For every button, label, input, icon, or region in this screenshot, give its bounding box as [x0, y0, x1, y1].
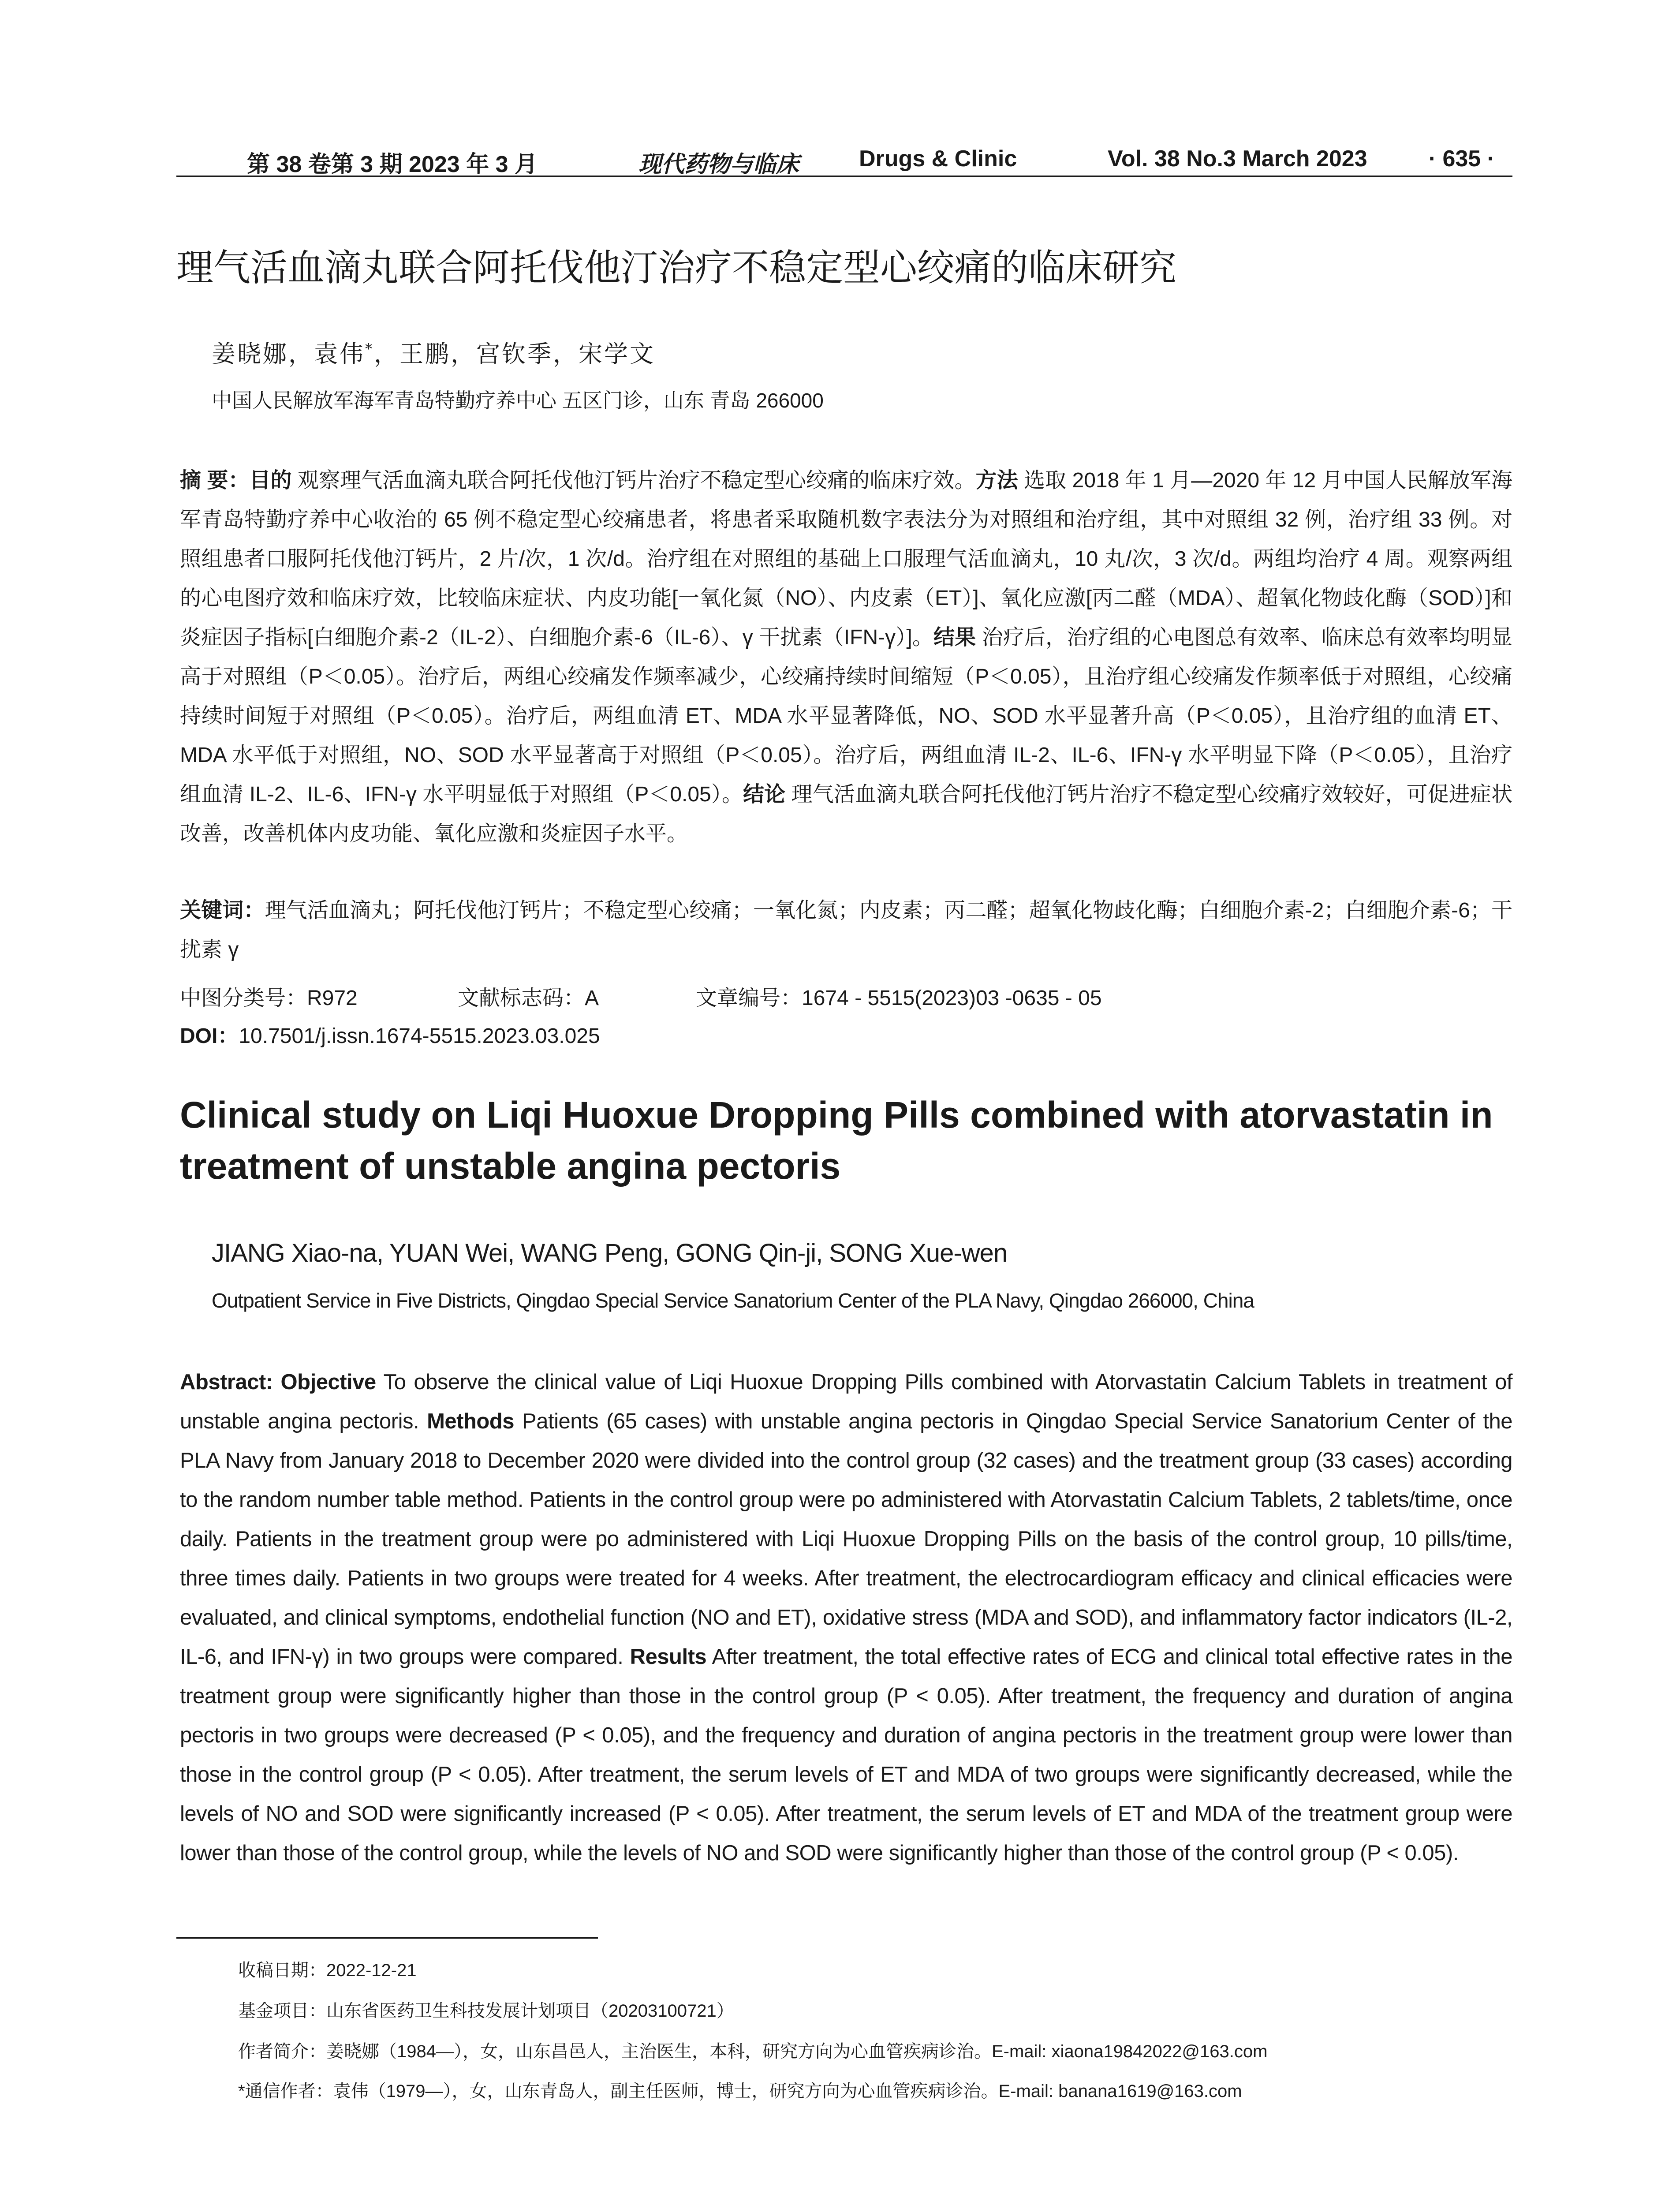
cn-title: 理气活血滴丸联合阿托伐他汀治疗不稳定型心绞痛的临床研究	[176, 247, 1177, 288]
header-volume-cn: 第 38 卷第 3 期 2023 年 3 月	[247, 152, 538, 177]
running-header	[176, 140, 1512, 177]
footnote-corresponding: *通信作者：袁伟（1979—），女，山东青岛人，副主任医师，博士，研究方向为心血管疾病诊治。E-mail: banana1619@163.com	[238, 2082, 1242, 2101]
cn-keywords	[180, 891, 1512, 969]
cn-authors-part2: ，王鹏，宫钦季，宋学文	[374, 340, 655, 368]
cn-objective-text: 观察理气活血滴丸联合阿托伐他汀钙片治疗不稳定型心绞痛的临床疗效。	[291, 469, 976, 492]
cn-abstract	[180, 461, 1512, 853]
cn-authors	[212, 335, 655, 369]
cn-abstract-label: 摘 要：	[180, 469, 250, 492]
en-objective-text: To observe the clinical value of Liqi Huoxue Dropping Pills combined with Atorvastatin Calcium Tablets in treatment of unstable angina pectoris.	[180, 1370, 1512, 1433]
en-title: Clinical study on Liqi Huoxue Dropping Pills combined with atorvastatin in treatment of unstable angina pectoris	[180, 1094, 1493, 1187]
header-page-number: · 635 ·	[1428, 146, 1495, 172]
footnote-author-bio: 作者简介：姜晓娜（1984—），女，山东昌邑人，主治医生，本科，研究方向为心血管疾病诊治。E-mail: xiaona19842022@163.com	[238, 2042, 1268, 2061]
doi-line	[180, 1019, 600, 1049]
en-results-text: After treatment, the total effective rates of ECG and clinical total effective rates in the treatment group were significantly higher than those in the control group (P < 0.05). After treatment, the frequency and duration of angina pectoris in two groups were decreased (P < 0.05), and the frequency and duration of angina pectoris in the treatment group were lower than those in the control group (P < 0.05). After treatment, the serum levels of ET and MDA of two groups were significantly decreased, while the levels of NO and SOD were significantly increased (P < 0.05). After treatment, the serum levels of ET and MDA of the treatment group were lower than those of the control group, while the levels of NO and SOD were significantly higher than those of the control group (P < 0.05).	[180, 1645, 1513, 1865]
cn-methods-text: 选取 2018 年 1 月—2020 年 12 月中国人民解放军海军青岛特勤疗养中心收治的 65 例不稳定型心绞痛患者，将患者采取随机数字表法分为对照组和治疗组，其中对照组 32 例，治疗组 33 例。对照组患者口服阿托伐他汀钙片，2 片/次，1 次/d。治疗组在对照组的基础上口服理气活血滴丸，10 丸/次，3 次/d。两组均治疗 4 周。观察两组的心电图疗效和临床疗效，比较临床症状、内皮功能[一氧化氮（NO）、内皮素（ET）]、氧化应激[丙二醛（MDA）、超氧化物歧化酶（SOD）]和炎症因子指标[白细胞介素-2（IL-2）、白细胞介素-6（IL-6）、γ 干扰素（IFN-γ）]。	[180, 469, 1512, 649]
cn-results-label: 结果	[933, 626, 976, 649]
en-methods-text: Patients (65 cases) with unstable angina pectoris in Qingdao Special Service Sanatorium Center of the PLA Navy from January 2018 to December 2020 were divided into the control group (32 cases) and the treatment group (33 cases) according to the random number table method. Patients in the control group were po administered with Atorvastatin Calcium Tablets, 2 tablets/time, once daily. Patients in the treatment group were po administered with Liqi Huoxue Dropping Pills on the basis of the control group, 10 pills/time, three times daily. Patients in two groups were treated for 4 weeks. After treatment, the electrocardiogram efficacy and clinical efficacies were evaluated, and clinical symptoms, endothelial function (NO and ET), oxidative stress (MDA and SOD), and inflammatory factor indicators (IL-2, IL-6, and IFN-γ) in two groups were compared.	[180, 1409, 1512, 1669]
en-affiliation: Outpatient Service in Five Districts, Qingdao Special Service Sanatorium Center of the PLA Navy, Qingdao 266000, China	[212, 1289, 1254, 1312]
corresponding-mark: *	[365, 340, 374, 357]
article-number: 文章编号：1674 - 5515(2023)03 -0635 - 05	[696, 987, 1102, 1010]
doi-label: DOI：	[180, 1024, 239, 1048]
cn-objective-label: 目的	[249, 469, 292, 492]
cn-affiliation: 中国人民解放军海军青岛特勤疗养中心 五区门诊，山东 青岛 266000	[212, 389, 824, 412]
cn-keywords-label: 关键词：	[180, 899, 265, 922]
en-objective-label: Objective	[280, 1370, 376, 1394]
footnote-fund: 基金项目：山东省医药卫生科技发展计划项目（20203100721）	[238, 2001, 734, 2021]
footnote-received: 收稿日期：2022-12-21	[238, 1961, 417, 1980]
cn-conclusion-text: 理气活血滴丸联合阿托伐他汀钙片治疗不稳定型心绞痛疗效较好，可促进症状改善，改善机体内皮功能、氧化应激和炎症因子水平。	[180, 783, 1512, 845]
en-results-label: Results	[630, 1645, 707, 1669]
cn-keywords-text: 理气活血滴丸；阿托伐他汀钙片；不稳定型心绞痛；一氧化氮；内皮素；丙二醛；超氧化物歧化酶；白细胞介素-2；白细胞介素-6；干扰素 γ	[180, 899, 1512, 961]
cn-methods-label: 方法	[975, 469, 1018, 492]
header-journal-en: Drugs & Clinic	[859, 146, 1017, 172]
en-methods-label: Methods	[427, 1409, 515, 1433]
cn-conclusion-label: 结论	[743, 783, 786, 806]
clc-number: 中图分类号：R972	[180, 987, 358, 1010]
doi-link[interactable]: 10.7501/j.issn.1674-5515.2023.03.025	[239, 1024, 600, 1048]
header-journal-cn: 现代药物与临床	[638, 151, 799, 178]
en-abstract-label: Abstract:	[180, 1370, 273, 1394]
cn-results-text: 治疗后，治疗组的心电图总有效率、临床总有效率均明显高于对照组（P＜0.05）。治疗后，两组心绞痛发作频率减少，心绞痛持续时间缩短（P＜0.05），且治疗组心绞痛发作频率低于对照组，心绞痛持续时间短于对照组（P＜0.05）。治疗后，两组血清 ET、MDA 水平显著降低，NO、SOD 水平显著升高（P＜0.05），且治疗组的血清 ET、MDA 水平低于对照组，NO、SOD 水平显著高于对照组（P＜0.05）。治疗后，两组血清 IL-2、IL-6、IFN-γ 水平明显下降（P＜0.05），且治疗组血清 IL-2、IL-6、IFN-γ 水平明显低于对照组（P＜0.05）。	[180, 626, 1512, 806]
en-authors: JIANG Xiao-na, YUAN Wei, WANG Peng, GONG Qin-ji, SONG Xue-wen	[212, 1239, 1008, 1267]
en-abstract	[180, 1363, 1512, 1873]
document-code: 文献标志码：A	[458, 987, 599, 1010]
footnote-divider	[176, 1937, 598, 1939]
cn-authors-part1: 姜晓娜，袁伟	[212, 340, 365, 368]
header-volume-en: Vol. 38 No.3 March 2023	[1108, 146, 1367, 172]
